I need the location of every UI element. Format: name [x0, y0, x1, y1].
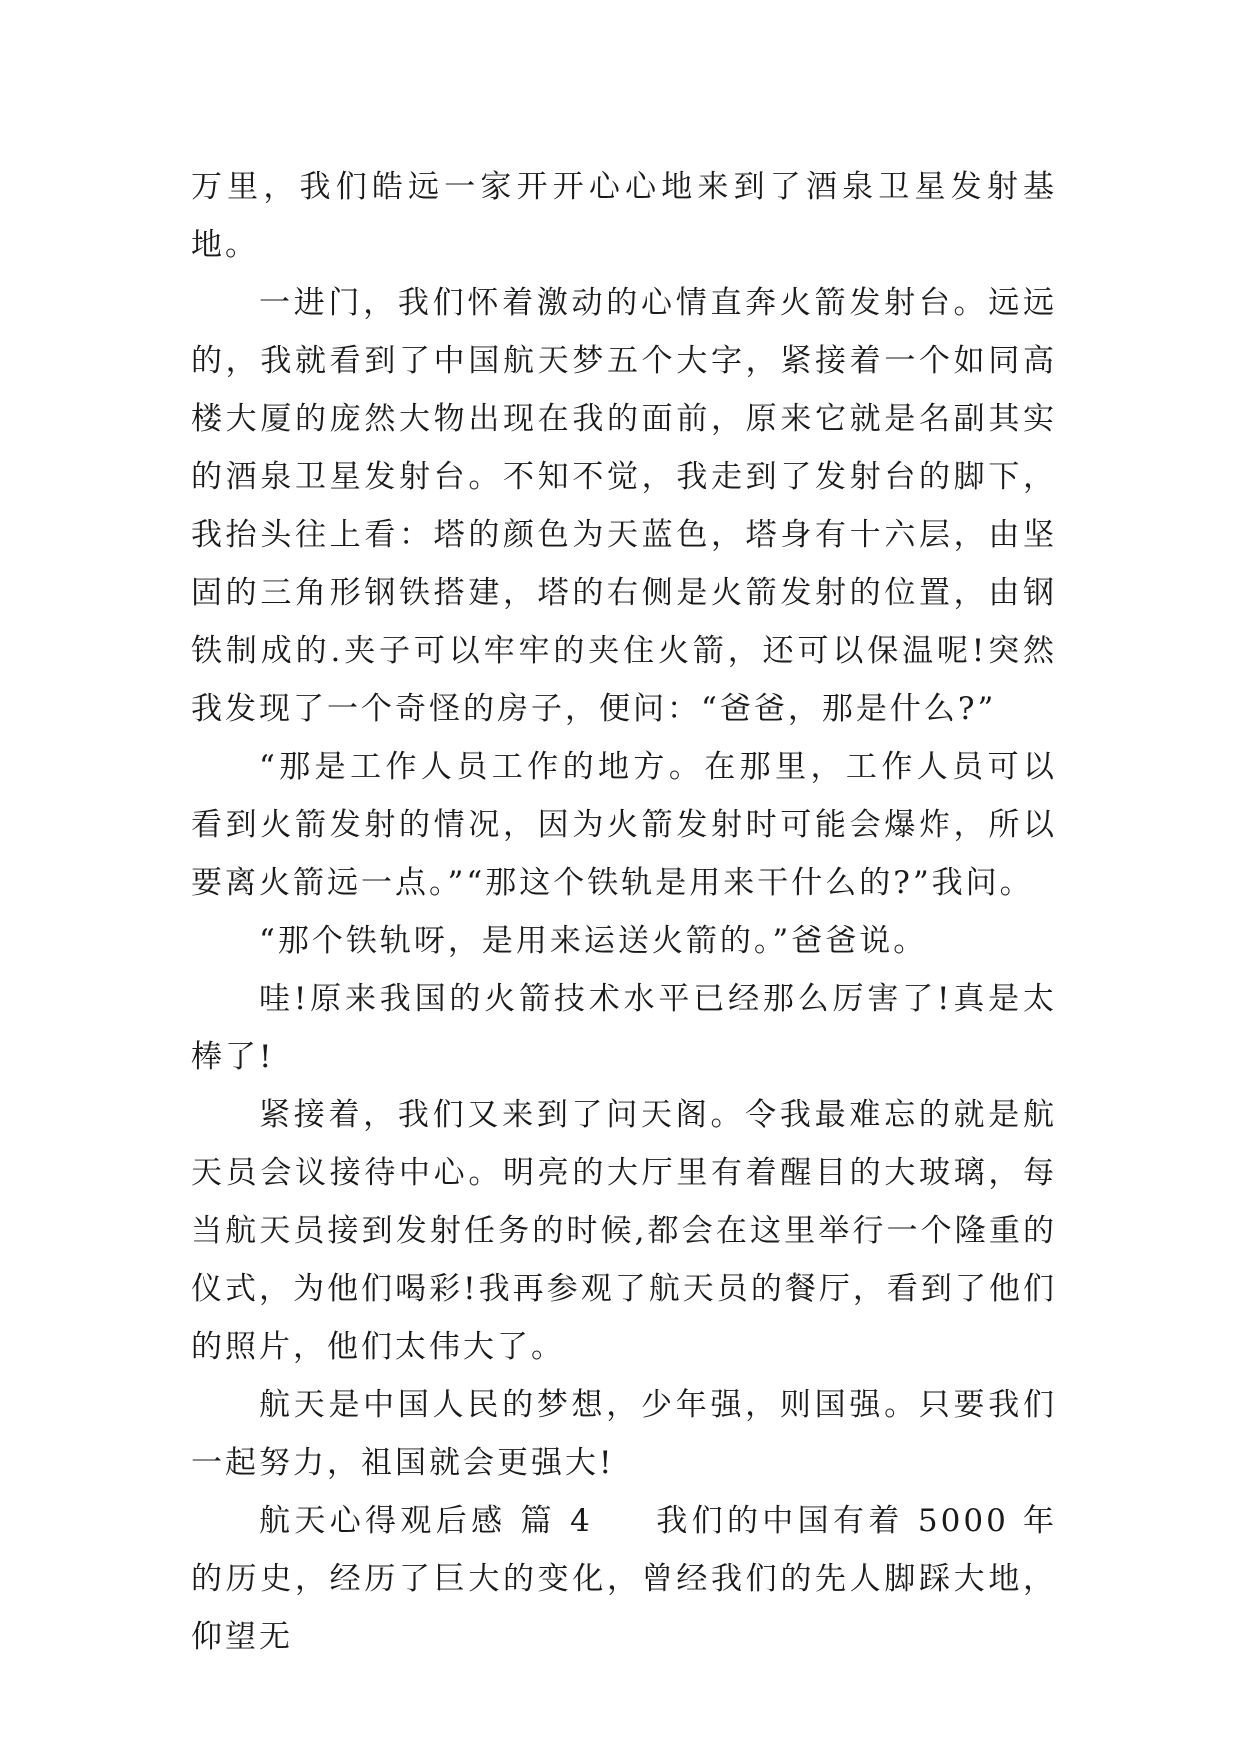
- paragraph-control-room: “那是工作人员工作的地方。在那里，工作人员可以看到火箭发射的情况，因为火箭发射时可能会爆炸，所以要离火箭远一点。”“那这个铁轨是用来干什么的?”我问。: [191, 749, 1057, 901]
- section-text: 我们的中国有着 5000 年的历史，经历了巨大的变化，曾经我们的先人脚踩大地，仰望无: [191, 1503, 1057, 1655]
- paragraph-dream: 航天是中国人民的梦想，少年强，则国强。只要我们一起努力，祖国就会更强大!: [191, 1387, 1057, 1481]
- paragraph-continuation: 万里，我们皓远一家开开心心地来到了酒泉卫星发射基地。: [191, 169, 1057, 263]
- paragraph-exclamation: 哇!原来我国的火箭技术水平已经那么厉害了!真是太棒了!: [191, 981, 1057, 1075]
- paragraph-launch-tower: 一进门，我们怀着激动的心情直奔火箭发射台。远远的，我就看到了中国航天梦五个大字，紧接着一个如同高楼大厦的庞然大物出现在我的面前，原来它就是名副其实的酒泉卫星发射台。不知不觉，我走到了发射台的脚下，我抬头往上看：塔的颜色为天蓝色，塔身有十六层，由坚固的三角形钢铁搭建，塔的右侧是火箭发射的位置，由钢铁制成的.夹子可以牢牢的夹住火箭，还可以保温呢!突然我发现了一个奇怪的房子，便问：“爸爸，那是什么?”: [191, 285, 1057, 727]
- paragraph-section-4: [191, 1492, 1057, 1666]
- paragraph-rail-answer: “那个铁轨呀，是用来运送火箭的。”爸爸说。: [259, 923, 928, 959]
- section-heading: 航天心得观后感 篇 4: [259, 1503, 593, 1539]
- paragraph-wentian-pavilion: 紧接着，我们又来到了问天阁。令我最难忘的就是航天员会议接待中心。明亮的大厅里有着醒目的大玻璃，每当航天员接到发射任务的时候,都会在这里举行一个隆重的仪式，为他们喝彩!我再参观了航天员的餐厅，看到了他们的照片，他们太伟大了。: [191, 1097, 1057, 1365]
- article-body: [191, 158, 1057, 1666]
